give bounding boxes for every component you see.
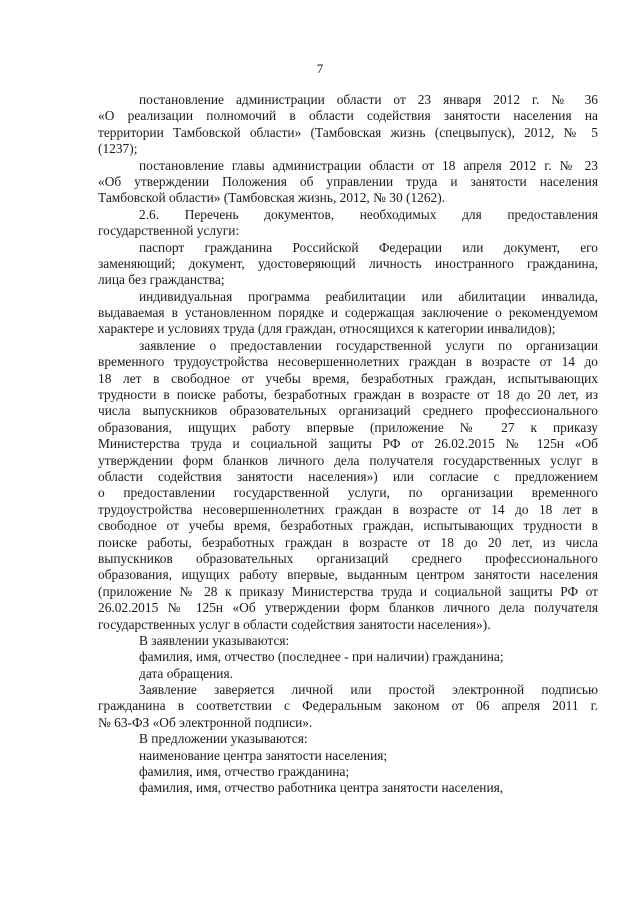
- text-line: выпускников образовательных организаций среднего профессионального: [98, 550, 598, 566]
- text-line: постановление главы администрации области от 18 апреля 2012 г. № 23: [139, 157, 598, 173]
- text-line: области содействия занятости населения») или согласие с предложением: [98, 468, 598, 484]
- paragraph: [98, 731, 598, 747]
- text-line: паспорт гражданина Российской Федерации или документ, его: [139, 239, 598, 255]
- text-line: временного трудоустройства несовершеннолетних граждан в возрасте от 14 до: [98, 354, 598, 370]
- text-line: выдаваемая в установленном порядке и содержащая заключение о рекомендуемом: [98, 305, 598, 321]
- paragraph: [98, 649, 598, 665]
- text-line: поиске работы, безработных граждан в возрасте от 18 до 20 лет, из числа: [98, 534, 598, 550]
- paragraph: [98, 338, 598, 633]
- text-line: (приложение № 28 к приказу Министерства труда и социальной защиты РФ от: [98, 583, 598, 599]
- text-line: В заявлении указываются:: [139, 632, 290, 648]
- text-line: характере и условиях труда (для граждан, относящихся к категории инвалидов);: [98, 321, 556, 337]
- text-line: территории Тамбовской области» (Тамбовская жизнь (спецвыпуск), 2012, № 5: [98, 124, 598, 140]
- text-line: 18 лет в свободное от учебы время, безработных граждан, испытывающих: [98, 370, 598, 386]
- text-line: Тамбовской области» (Тамбовская жизнь, 2012, № 30 (1262).: [98, 190, 446, 206]
- text-line: образования, ищущих работу впервые (приложение № 27 к приказу: [98, 419, 598, 435]
- paragraph: [98, 207, 598, 240]
- paragraph: [98, 158, 598, 207]
- text-line: постановление администрации области от 23 января 2012 г. № 36: [139, 92, 598, 107]
- paragraph: [98, 780, 598, 796]
- paragraph: [98, 682, 598, 731]
- paragraph: [98, 92, 598, 158]
- paragraph: [98, 633, 598, 649]
- text-line: «Об утверждении Положения об управлении труда и занятости населения: [98, 173, 598, 189]
- text-line: фамилия, имя, отчество гражданина;: [139, 764, 350, 780]
- text-line: 26.02.2015 № 125н «Об утверждении форм бланков личного дела получателя: [98, 600, 598, 616]
- text-line: фамилия, имя, отчество (последнее - при наличии) гражданина;: [139, 649, 504, 665]
- text-line: трудности в поиске работы, безработных граждан в возрасте от 18 до 20 лет, из: [98, 387, 598, 403]
- paragraph: [98, 289, 598, 338]
- text-line: о предоставлении государственной услуги, по организации временного: [98, 485, 598, 501]
- text-line: лица без гражданства;: [98, 272, 225, 288]
- text-line: государственных услуг в области содействия занятости населения»).: [98, 616, 491, 632]
- text-line: образования, ищущих работу впервые, выданным центром занятости населения: [98, 567, 598, 583]
- text-line: дата обращения.: [139, 665, 233, 681]
- paragraph: [98, 764, 598, 780]
- text-line: фамилия, имя, отчество работника центра занятости населения,: [139, 780, 504, 796]
- text-line: «О реализации полномочий в области содействия занятости населения на: [98, 108, 598, 124]
- paragraph: [98, 748, 598, 764]
- text-line: государственной услуги:: [98, 223, 240, 239]
- text-line: 2.6. Перечень документов, необходимых для предоставления: [139, 206, 598, 222]
- text-line: № 63-ФЗ «Об электронной подписи».: [98, 714, 313, 730]
- text-line: числа выпускников образовательных организаций среднего профессионального: [98, 403, 598, 419]
- text-line: индивидуальная программа реабилитации или абилитации инвалида,: [139, 288, 598, 304]
- text-line: заменяющий; документ, удостоверяющий личность иностранного гражданина,: [98, 255, 598, 271]
- text-line: свободное от учебы время, безработных граждан, испытывающих трудности в: [98, 518, 598, 534]
- text-line: гражданина в соответствии с Федеральным законом от 06 апреля 2011 г.: [98, 698, 598, 714]
- page-number: 7: [316, 61, 324, 76]
- text-line: наименование центра занятости населения;: [139, 747, 388, 763]
- text-line: В предложении указываются:: [139, 731, 308, 747]
- text-line: (1237);: [98, 141, 138, 157]
- text-line: Министерства труда и социальной защиты РФ от 26.02.2015 № 125н «Об: [98, 436, 598, 452]
- paragraph: [98, 666, 598, 682]
- paragraph: [98, 240, 598, 289]
- text-line: утверждении форм бланков личного дела получателя государственных услуг в: [98, 452, 598, 468]
- text-line: Заявление заверяется личной или простой электронной подписью: [139, 682, 598, 698]
- text-line: заявление о предоставлении государственной услуги по организации: [139, 337, 598, 353]
- text-line: трудоустройства несовершеннолетних граждан в возрасте от 14 до 18 лет в: [98, 501, 598, 517]
- document-body: [98, 92, 598, 797]
